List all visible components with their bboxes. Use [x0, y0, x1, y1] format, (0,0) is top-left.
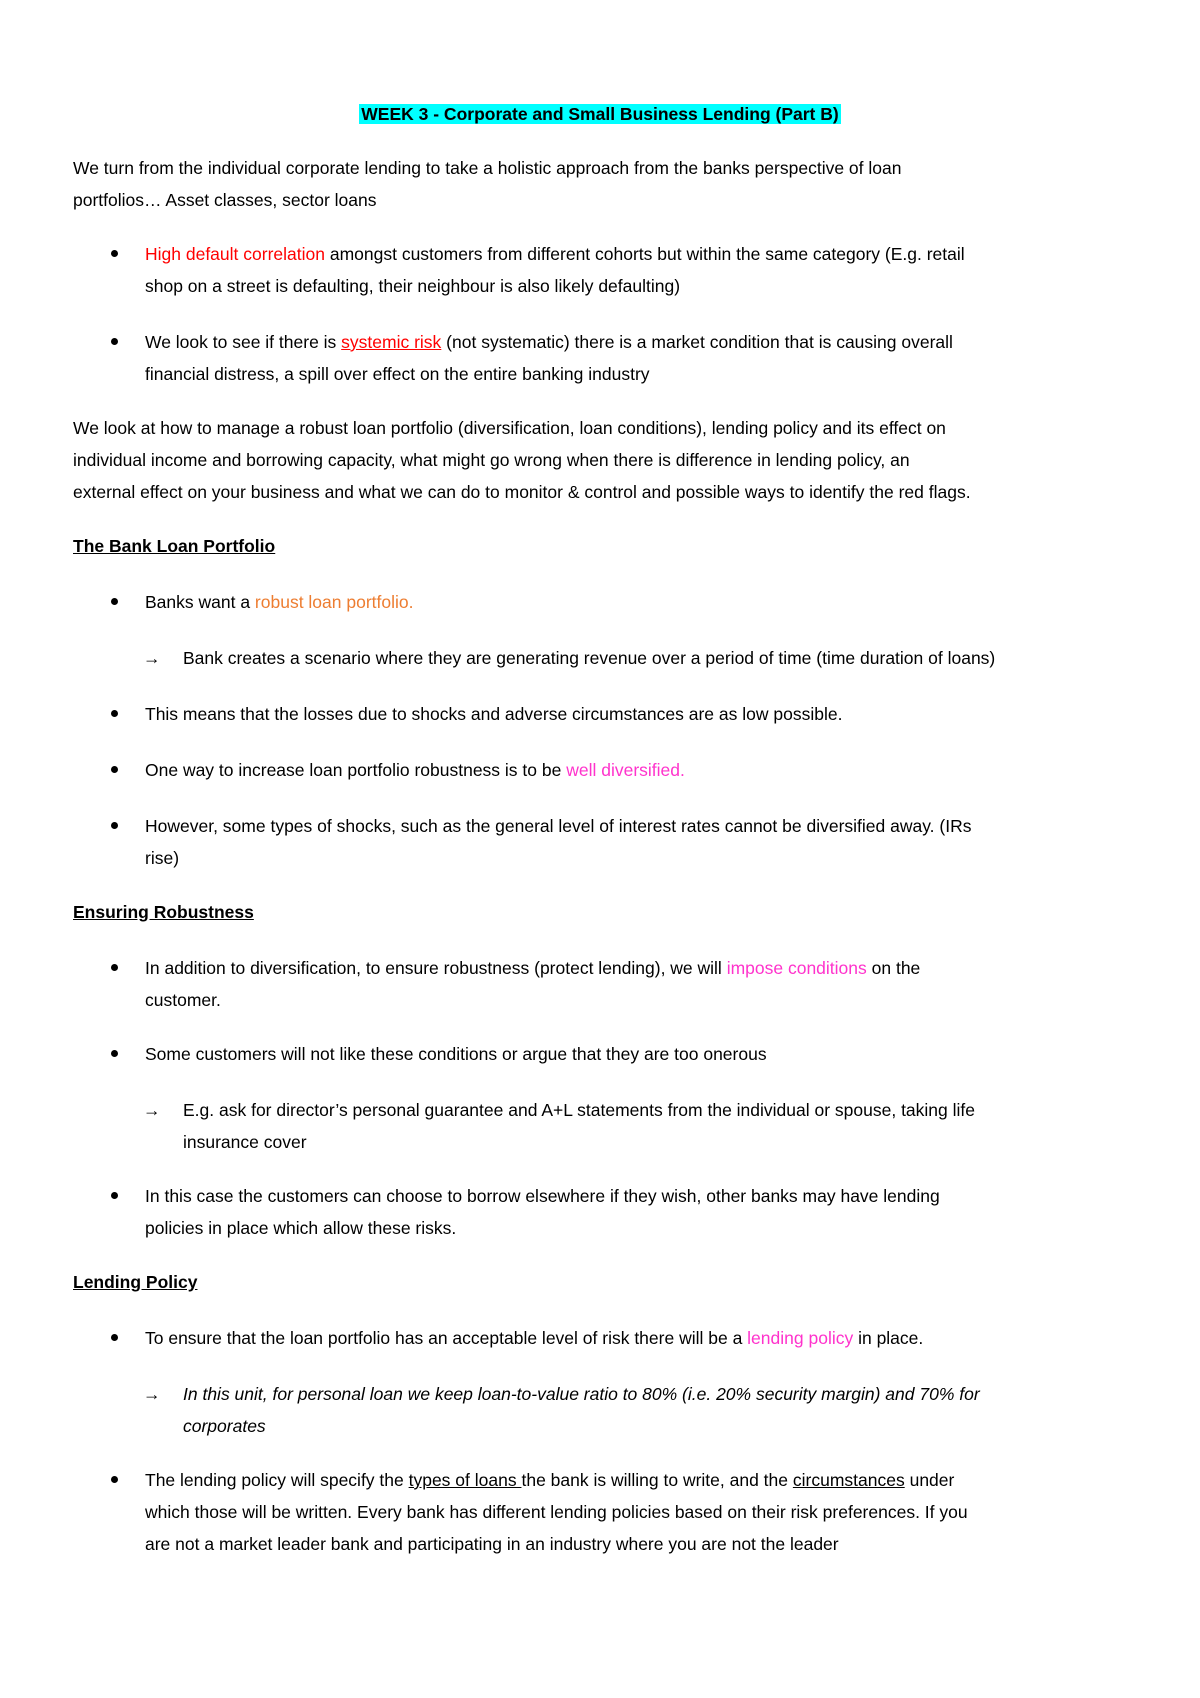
- bullet-dot: [111, 1334, 118, 1341]
- sub-bullet-director-guarantee: [143, 1094, 1138, 1158]
- highlight-impose-conditions: impose conditions: [726, 958, 867, 978]
- bullet-dot: [111, 338, 118, 345]
- bullet-text: the bank is willing to write, and the: [521, 1470, 793, 1490]
- bullet-text: We look to see if there is: [145, 332, 342, 352]
- bullet-text: However, some types of shocks, such as the general level of interest rates cannot be diversified away. (IRs: [145, 816, 972, 836]
- bullet-text: One way to increase loan portfolio robustness is to be: [145, 760, 567, 780]
- bullet-text: To ensure that the loan portfolio has an acceptable level of risk there will be a: [145, 1328, 748, 1348]
- bullet-text-line-2: financial distress, a spill over effect on the entire banking industry: [145, 364, 650, 384]
- bullet-text-line-2: which those will be written. Every bank has different lending policies based on their risk preferences. If you: [145, 1502, 968, 1522]
- bullet-lending-policy: [145, 1322, 1135, 1354]
- heading-bank-loan-portfolio: The Bank Loan Portfolio: [73, 536, 276, 556]
- bullet-borrow-elsewhere: [145, 1180, 1135, 1244]
- bullet-dot: [111, 964, 118, 971]
- highlight-robust-loan-portfolio: robust loan portfolio.: [254, 592, 414, 612]
- heading-ensuring-robustness: Ensuring Robustness: [73, 902, 254, 922]
- bullet-systemic-risk: [145, 326, 1135, 390]
- overview-line-3: external effect on your business and what we can do to monitor & control and possible ways to identify the red flags.: [73, 482, 971, 502]
- bullet-text-line-3: are not a market leader bank and participating in an industry where you are not the leader: [145, 1534, 839, 1554]
- sub-bullet-text: E.g. ask for director’s personal guarantee and A+L statements from the individual or spouse, taking life: [183, 1100, 976, 1120]
- bullet-text: Banks want a: [145, 592, 255, 612]
- heading-lending-policy: Lending Policy: [73, 1272, 198, 1292]
- bullet-text: In addition to diversification, to ensure robustness (protect lending), we will: [145, 958, 727, 978]
- bullet-text: The lending policy will specify the: [145, 1470, 409, 1490]
- highlight-systemic-risk: systemic risk: [341, 332, 442, 352]
- overview-line-2: individual income and borrowing capacity, what might go wrong when there is difference in lending policy, an: [73, 450, 910, 470]
- sub-bullet-text: Bank creates a scenario where they are generating revenue over a period of time (time duration of loans): [183, 648, 996, 668]
- bullet-default-correlation: [145, 238, 1135, 302]
- bullet-text: In this case the customers can choose to borrow elsewhere if they wish, other banks may have lending: [145, 1186, 940, 1206]
- bullet-text-line-2: customer.: [145, 990, 221, 1010]
- intro-line-1: We turn from the individual corporate lending to take a holistic approach from the banks perspective of loan: [73, 158, 902, 178]
- bullet-text: under: [904, 1470, 955, 1490]
- bullet-interest-rate-shocks: [145, 810, 1135, 874]
- bullet-text: This means that the losses due to shocks and adverse circumstances are as low possible.: [145, 704, 843, 724]
- sub-bullet-loan-to-value: [143, 1378, 1138, 1442]
- bullet-text-line-2: shop on a street is defaulting, their neighbour is also likely defaulting): [145, 276, 681, 296]
- bullet-dot: [111, 1192, 118, 1199]
- bullet-policy-specifies: [145, 1464, 1135, 1560]
- bullet-text: amongst customers from different cohorts but within the same category (E.g. retail: [324, 244, 965, 264]
- highlight-well-diversified: well diversified.: [566, 760, 685, 780]
- bullet-text: Some customers will not like these conditions or argue that they are too onerous: [145, 1044, 767, 1064]
- intro-line-2: portfolios… Asset classes, sector loans: [73, 190, 377, 210]
- arrow-icon: →: [143, 1384, 161, 1404]
- bullet-dot: [111, 1050, 118, 1057]
- bullet-text-line-2: policies in place which allow these risks.: [145, 1218, 457, 1238]
- bullet-low-losses: [145, 698, 1135, 730]
- underlined-types-of-loans: types of loans: [408, 1470, 522, 1490]
- arrow-icon: →: [143, 648, 161, 668]
- bullet-dot: [111, 250, 118, 257]
- overview-paragraph: [73, 412, 1143, 508]
- bullet-dot: [111, 710, 118, 717]
- bullet-robust-portfolio: [145, 586, 1135, 618]
- sub-bullet-revenue-scenario: [143, 642, 1138, 674]
- sub-bullet-text: In this unit, for personal loan we keep loan-to-value ratio to 80% (i.e. 20% security margin) and 70% for: [183, 1384, 980, 1404]
- bullet-dot: [111, 598, 118, 605]
- bullet-impose-conditions: [145, 952, 1135, 1016]
- bullet-dot: [111, 1476, 118, 1483]
- bullet-onerous-conditions: [145, 1038, 1135, 1070]
- bullet-text: in place.: [853, 1328, 924, 1348]
- highlight-lending-policy: lending policy: [747, 1328, 854, 1348]
- bullet-diversified: [145, 754, 1135, 786]
- highlight-default-correlation: High default correlation: [145, 244, 325, 264]
- bullet-text-line-2: rise): [145, 848, 180, 868]
- arrow-icon: →: [143, 1100, 161, 1120]
- overview-line-1: We look at how to manage a robust loan portfolio (diversification, loan conditions), lending policy and its effect on: [73, 418, 946, 438]
- bullet-text: on the: [866, 958, 921, 978]
- title-line: [0, 98, 1200, 130]
- sub-bullet-text-line-2: corporates: [183, 1416, 266, 1436]
- bullet-dot: [111, 822, 118, 829]
- bullet-text: (not systematic) there is a market condition that is causing overall: [441, 332, 953, 352]
- intro-paragraph: [73, 152, 1143, 216]
- underlined-circumstances: circumstances: [792, 1470, 905, 1490]
- bullet-dot: [111, 766, 118, 773]
- sub-bullet-text-line-2: insurance cover: [183, 1132, 307, 1152]
- page-title: WEEK 3 - Corporate and Small Business Lending (Part B): [361, 104, 839, 124]
